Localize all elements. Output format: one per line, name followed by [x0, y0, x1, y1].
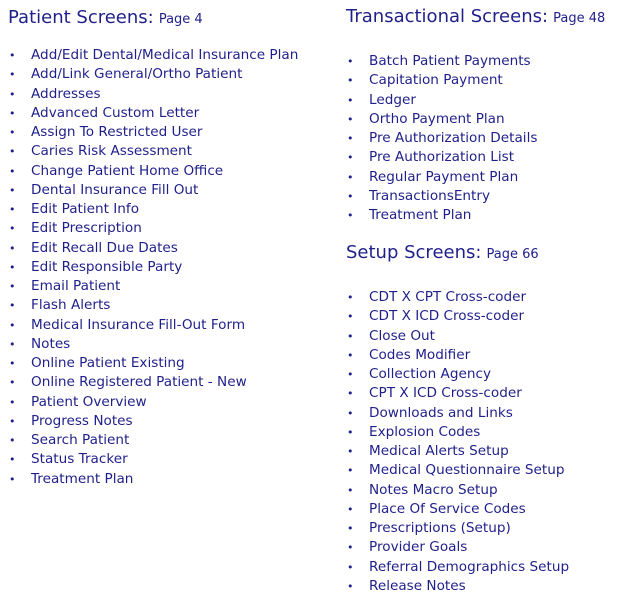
list-item-label[interactable]: Place Of Service Codes [369, 500, 526, 517]
transactional-screens-heading [346, 4, 605, 32]
list-item[interactable] [8, 335, 298, 354]
bullet-icon: • [9, 395, 16, 409]
list-item-label[interactable]: Notes Macro Setup [369, 481, 498, 498]
list-item[interactable] [8, 470, 298, 489]
bullet-icon: • [9, 49, 16, 62]
list-item[interactable] [8, 65, 298, 84]
list-item-label[interactable]: Pre Authorization Details [369, 130, 538, 146]
list-item-label[interactable]: Online Patient Existing [31, 355, 185, 371]
list-item[interactable] [8, 450, 298, 469]
list-item[interactable] [346, 384, 569, 403]
list-item[interactable] [8, 258, 298, 277]
list-item-label[interactable]: Flash Alerts [31, 297, 111, 314]
bullet-icon: • [347, 464, 354, 478]
bullet-icon: • [347, 502, 354, 516]
list-item[interactable] [346, 558, 569, 577]
list-item-label[interactable]: Dental Insurance Fill Out [31, 181, 199, 198]
bullet-icon: • [347, 170, 354, 184]
setup-screens-page-link[interactable]: Page 66 [486, 247, 539, 262]
transactional-screens-list [346, 52, 537, 225]
list-item[interactable] [8, 296, 298, 315]
list-item[interactable] [8, 373, 298, 392]
list-item-label[interactable]: Medical Insurance Fill-Out Form [31, 316, 246, 333]
setup-screens-heading [346, 240, 539, 268]
transactional-screens-page-link[interactable]: Page 48 [553, 11, 606, 26]
setup-screens-list [346, 288, 569, 596]
list-item[interactable] [8, 181, 298, 200]
list-item-label[interactable]: Patient Overview [31, 393, 147, 410]
list-item-label[interactable]: Codes Modifier [369, 346, 471, 363]
list-item-label[interactable]: Explosion Codes [369, 423, 481, 440]
list-item[interactable] [8, 412, 298, 431]
bullet-icon: • [347, 579, 354, 593]
list-item[interactable] [346, 346, 569, 365]
patient-screens-title: Patient Screens: [8, 7, 154, 28]
list-item-label[interactable]: Progress Notes [31, 412, 133, 429]
list-item[interactable] [8, 123, 298, 142]
bullet-icon: • [9, 126, 16, 139]
list-item-label[interactable]: Regular Payment Plan [369, 168, 519, 185]
bullet-icon: • [9, 203, 16, 216]
transactional-screens-title: Transactional Screens: [346, 6, 549, 27]
patient-screens-page-link[interactable]: Page 4 [158, 12, 203, 27]
list-item[interactable] [8, 200, 298, 219]
list-item-label[interactable]: Search Patient [31, 432, 130, 448]
list-item[interactable] [346, 71, 537, 90]
bullet-icon: • [9, 318, 16, 332]
list-item[interactable] [8, 46, 298, 65]
list-item[interactable] [346, 148, 537, 167]
bullet-icon: • [347, 209, 354, 222]
list-item-label[interactable]: Medical Alerts Setup [369, 443, 509, 459]
list-item-label[interactable]: Status Tracker [31, 451, 128, 468]
bullet-icon: • [9, 164, 16, 178]
bullet-icon: • [347, 112, 354, 126]
list-item[interactable] [346, 519, 569, 538]
list-item[interactable] [8, 104, 298, 123]
list-item[interactable] [8, 239, 298, 258]
bullet-icon: • [347, 406, 354, 420]
list-item-label[interactable]: Pre Authorization List [369, 149, 515, 166]
list-item[interactable] [346, 461, 569, 480]
bullet-icon: • [347, 425, 354, 439]
bullet-icon: • [9, 280, 16, 293]
bullet-icon: • [9, 222, 16, 236]
list-item-label[interactable]: Collection Agency [369, 366, 491, 382]
list-item-label[interactable]: Provider Goals [369, 539, 468, 556]
bullet-icon: • [347, 445, 354, 458]
bullet-icon: • [9, 337, 16, 351]
list-item[interactable] [346, 52, 537, 71]
bullet-icon: • [347, 55, 354, 68]
list-item-label[interactable]: Add/Link General/Ortho Patient [31, 66, 243, 83]
list-item-label[interactable]: Batch Patient Payments [369, 53, 531, 69]
list-item[interactable] [346, 442, 569, 461]
bullet-icon: • [347, 541, 354, 555]
bullet-icon: • [9, 434, 16, 447]
bullet-icon: • [9, 145, 16, 159]
list-item[interactable] [8, 219, 298, 238]
list-item-label[interactable]: TransactionsEntry [369, 187, 491, 204]
list-item[interactable] [8, 162, 298, 181]
list-item[interactable] [346, 577, 569, 596]
list-item-label[interactable]: Medical Questionnaire Setup [369, 462, 565, 479]
bullet-icon: • [347, 74, 354, 88]
bullet-icon: • [9, 260, 16, 274]
list-item-label[interactable]: Change Patient Home Office [31, 162, 224, 179]
list-item[interactable] [8, 354, 298, 373]
list-item[interactable] [8, 85, 298, 104]
bullet-icon: • [347, 348, 354, 362]
list-item-label[interactable]: Notes [31, 335, 71, 352]
bullet-icon: • [347, 368, 354, 381]
bullet-icon: • [9, 106, 16, 120]
list-item-label[interactable]: CDT X ICD Cross-coder [369, 308, 525, 325]
list-item-label[interactable]: Caries Risk Assessment [31, 143, 192, 160]
list-item[interactable] [8, 393, 298, 412]
list-item[interactable] [346, 206, 537, 225]
list-item[interactable] [8, 277, 298, 296]
list-item-label[interactable]: Release Notes [369, 577, 466, 594]
bullet-icon: • [9, 357, 16, 370]
bullet-icon: • [347, 310, 354, 324]
list-item-label[interactable]: CPT X ICD Cross-coder [369, 385, 522, 402]
list-item-label[interactable]: Close Out [369, 327, 435, 344]
setup-screens-title: Setup Screens: [346, 242, 482, 263]
bullet-icon: • [9, 241, 16, 255]
bullet-icon: • [9, 299, 16, 313]
list-item-label[interactable]: Edit Prescription [31, 220, 142, 237]
list-item[interactable] [346, 481, 569, 500]
bullet-icon: • [9, 414, 16, 428]
patient-screens-list [8, 46, 298, 489]
list-item[interactable] [8, 316, 298, 335]
list-item-label[interactable]: Treatment Plan [31, 470, 134, 487]
bullet-icon: • [9, 472, 16, 486]
list-item[interactable] [346, 327, 569, 346]
bullet-icon: • [347, 151, 354, 165]
bullet-icon: • [347, 291, 354, 304]
list-item-label[interactable]: Prescriptions (Setup) [369, 520, 511, 536]
list-item-label[interactable]: Email Patient [31, 278, 121, 294]
list-item[interactable] [346, 538, 569, 557]
bullet-icon: • [347, 560, 354, 574]
list-item[interactable] [346, 129, 537, 148]
list-item[interactable] [346, 288, 569, 307]
list-item[interactable] [346, 307, 569, 326]
list-item-label[interactable]: Advanced Custom Letter [31, 104, 200, 121]
list-item[interactable] [8, 431, 298, 450]
bullet-icon: • [347, 132, 354, 145]
list-item-label[interactable]: Assign To Restricted User [31, 124, 203, 140]
bullet-icon: • [347, 387, 354, 401]
list-item-label[interactable]: Downloads and Links [369, 404, 513, 421]
bullet-icon: • [347, 93, 354, 107]
list-item-label[interactable]: Online Registered Patient - New [31, 374, 247, 391]
list-item-label[interactable]: Edit Responsible Party [31, 258, 183, 275]
list-item-label[interactable]: Edit Recall Due Dates [31, 239, 178, 256]
bullet-icon: • [9, 376, 16, 390]
list-item-label[interactable]: Capitation Payment [369, 72, 503, 89]
list-item-label[interactable]: Addresses [31, 85, 101, 102]
list-item[interactable] [346, 168, 537, 187]
list-item[interactable] [346, 404, 569, 423]
bullet-icon: • [347, 483, 354, 497]
bullet-icon: • [347, 329, 354, 343]
list-item-label[interactable]: Ortho Payment Plan [369, 110, 505, 127]
bullet-icon: • [9, 87, 16, 101]
list-item[interactable] [346, 365, 569, 384]
list-item-label[interactable]: Edit Patient Info [31, 201, 140, 217]
list-item[interactable] [346, 423, 569, 442]
list-item-label[interactable]: Treatment Plan [369, 207, 472, 223]
list-item[interactable] [346, 91, 537, 110]
bullet-icon: • [9, 453, 16, 467]
list-item[interactable] [346, 187, 537, 206]
list-item[interactable] [346, 110, 537, 129]
patient-screens-heading [8, 5, 203, 33]
list-item-label[interactable]: Referral Demographics Setup [369, 558, 570, 575]
bullet-icon: • [347, 522, 354, 535]
bullet-icon: • [9, 183, 16, 197]
list-item-label[interactable]: CDT X CPT Cross-coder [369, 289, 527, 305]
list-item[interactable] [346, 500, 569, 519]
bullet-icon: • [347, 189, 354, 203]
list-item-label[interactable]: Ledger [369, 91, 416, 108]
list-item-label[interactable]: Add/Edit Dental/Medical Insurance Plan [31, 47, 299, 63]
list-item[interactable] [8, 142, 298, 161]
bullet-icon: • [9, 68, 16, 82]
